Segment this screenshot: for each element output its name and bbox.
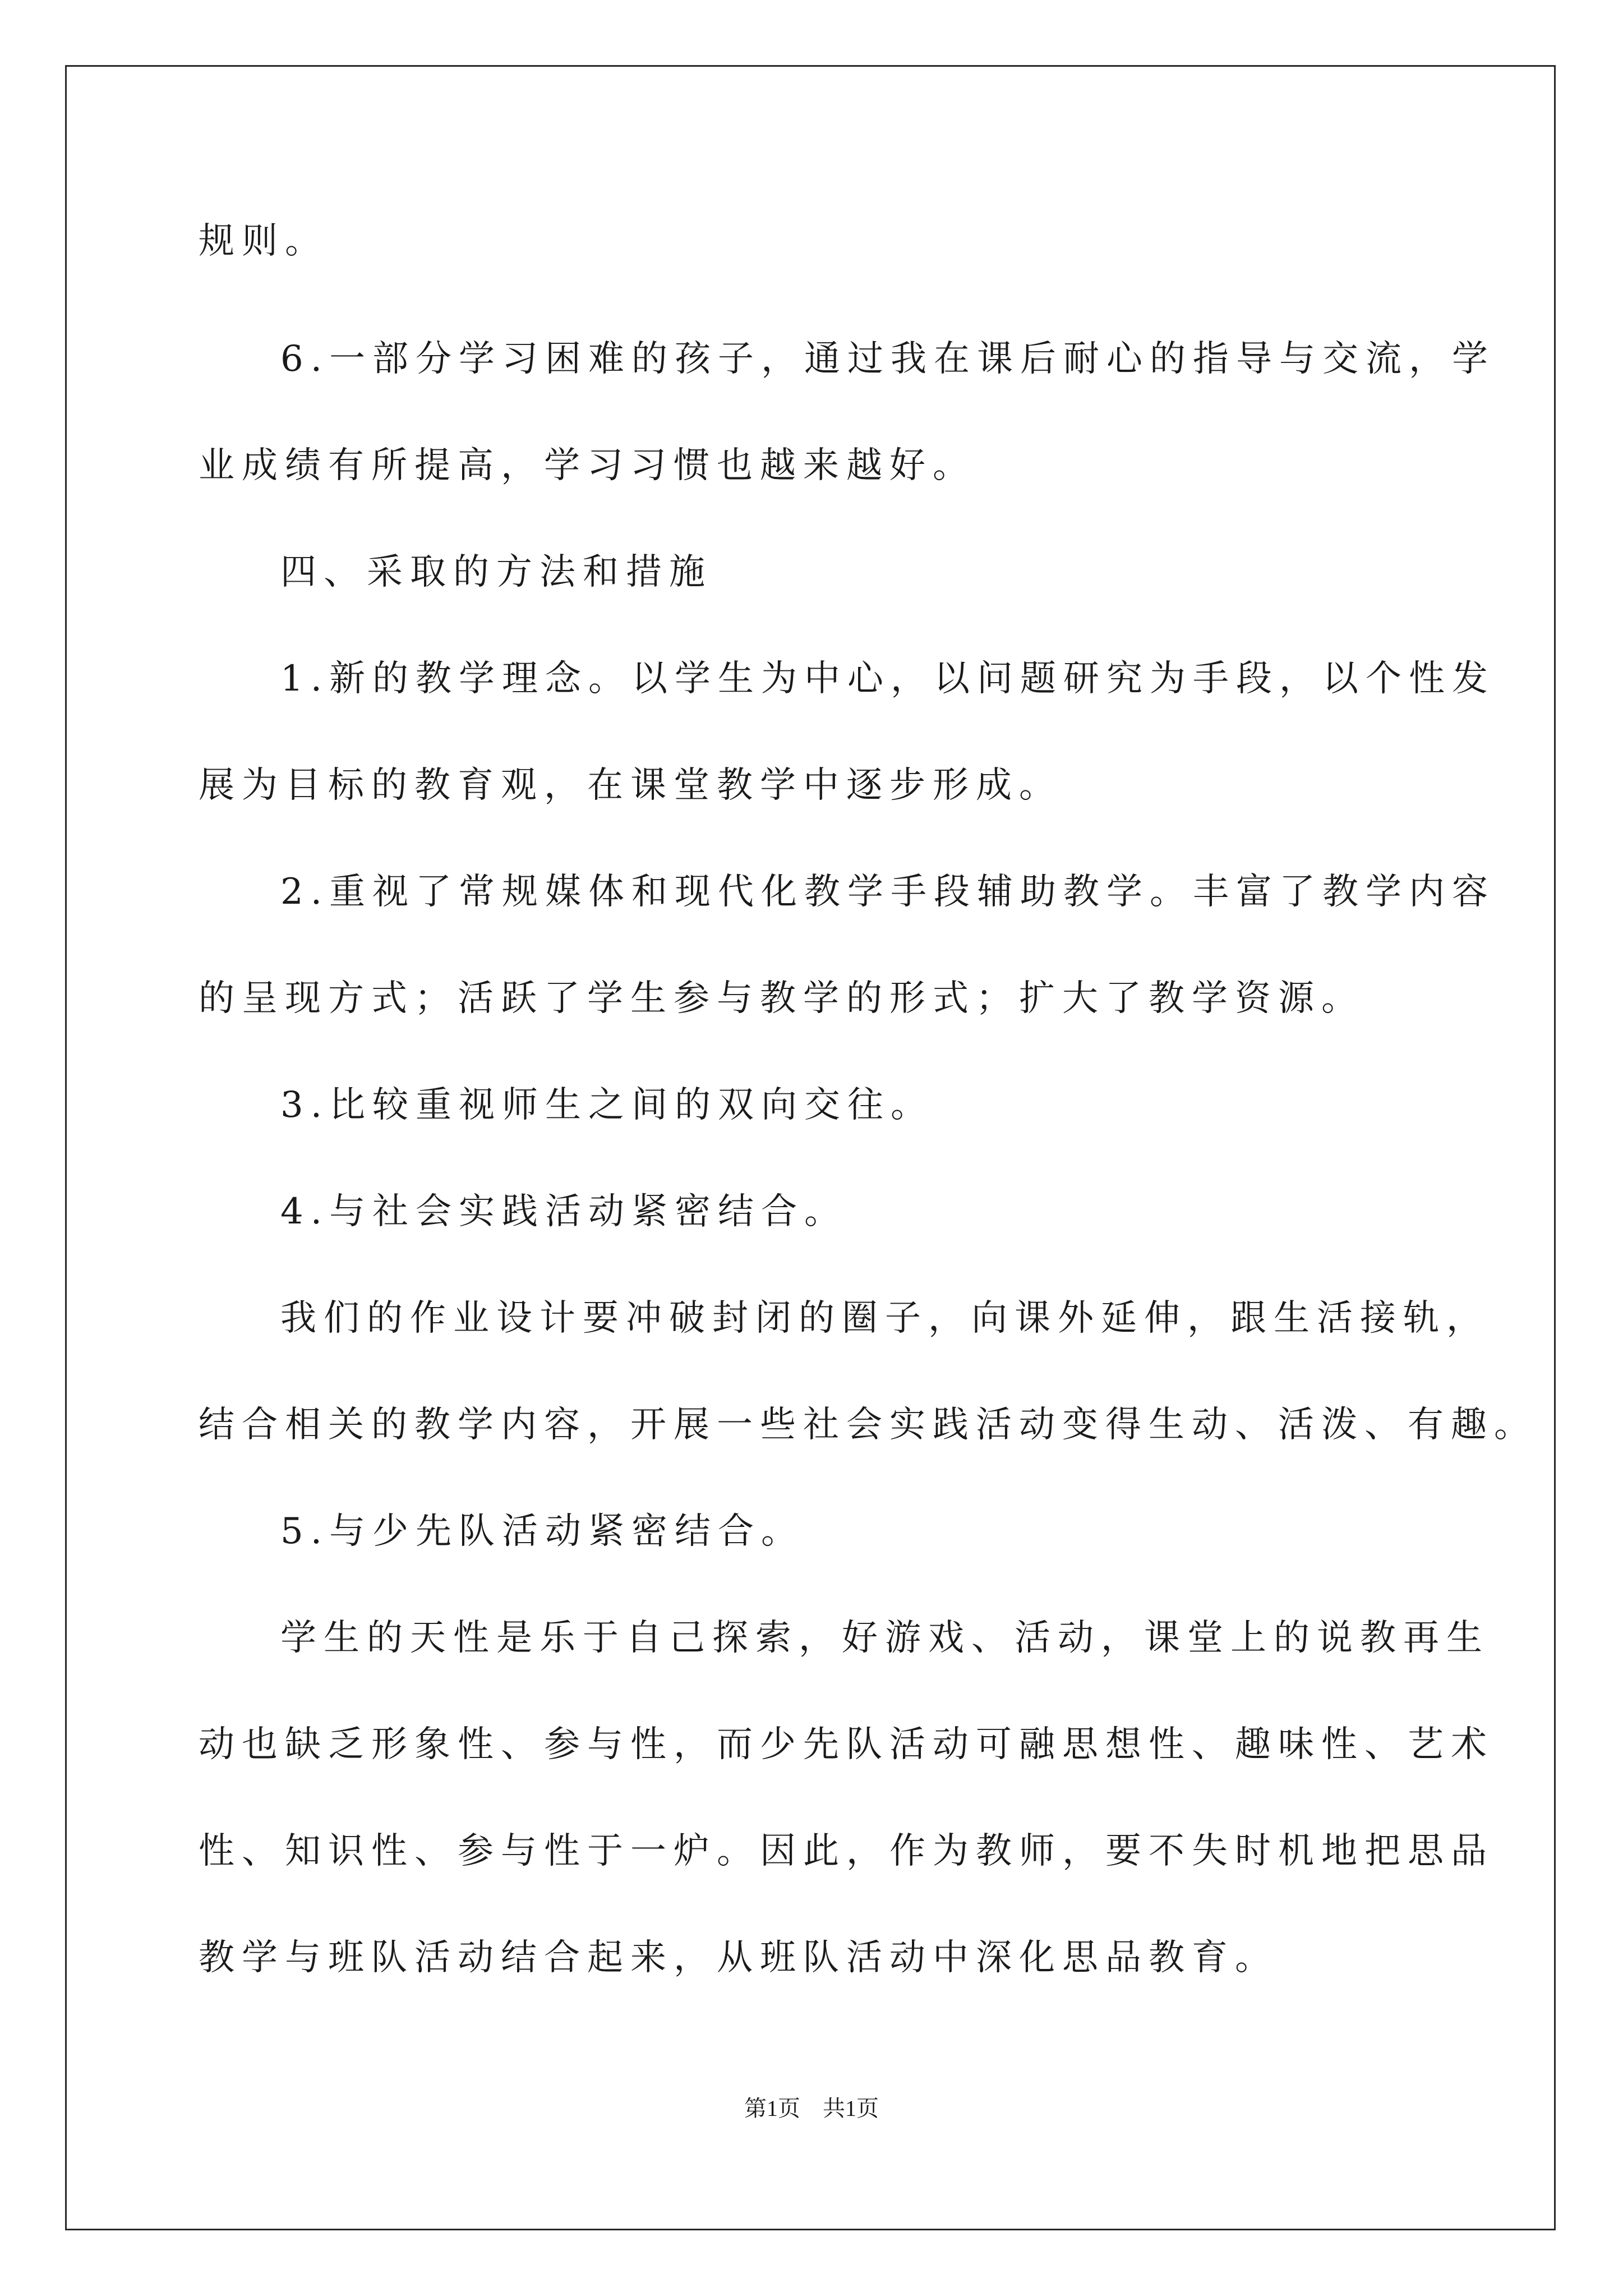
text-line: 6.一部分学习困难的孩子，通过我在课后耐心的指导与交流，学: [280, 338, 1496, 380]
text-line: 5.与少先队活动紧密结合。: [280, 1511, 805, 1552]
text-line: 我们的作业设计要冲破封闭的圈子，向课外延伸，跟生活接轨，: [280, 1297, 1490, 1339]
text-line: 业成绩有所提高，学习习惯也越来越好。: [199, 445, 976, 486]
text-line: 规则。: [199, 220, 328, 262]
page-number-footer: 第1页 共1页: [744, 2096, 879, 2121]
text-line: 性、知识性、参与性于一炉。因此，作为教师，要不失时机地把思品: [199, 1830, 1494, 1872]
text-line: 学生的天性是乐于自己探索，好游戏、活动，课堂上的说教再生: [280, 1617, 1490, 1659]
text-line: 展为目标的教育观，在课堂教学中逐步形成。: [199, 765, 1062, 806]
page-border: [65, 65, 1556, 2230]
text-line: 结合相关的教学内容，开展一些社会实践活动变得生动、活泼、有趣。: [199, 1404, 1537, 1446]
text-line: 2.重视了常规媒体和现代化教学手段辅助教学。丰富了教学内容: [280, 871, 1496, 913]
text-line: 的呈现方式；活跃了学生参与教学的形式；扩大了教学资源。: [199, 978, 1364, 1019]
text-line: 教学与班队活动结合起来，从班队活动中深化思品教育。: [199, 1937, 1278, 1978]
section-heading: 四、采取的方法和措施: [280, 551, 712, 593]
text-line: 动也缺乏形象性、参与性，而少先队活动可融思想性、趣味性、艺术: [199, 1724, 1494, 1765]
text-line: 3.比较重视师生之间的双向交往。: [280, 1084, 934, 1126]
text-line: 4.与社会实践活动紧密结合。: [280, 1191, 848, 1232]
text-line: 1.新的教学理念。以学生为中心，以问题研究为手段，以个性发: [280, 658, 1496, 700]
